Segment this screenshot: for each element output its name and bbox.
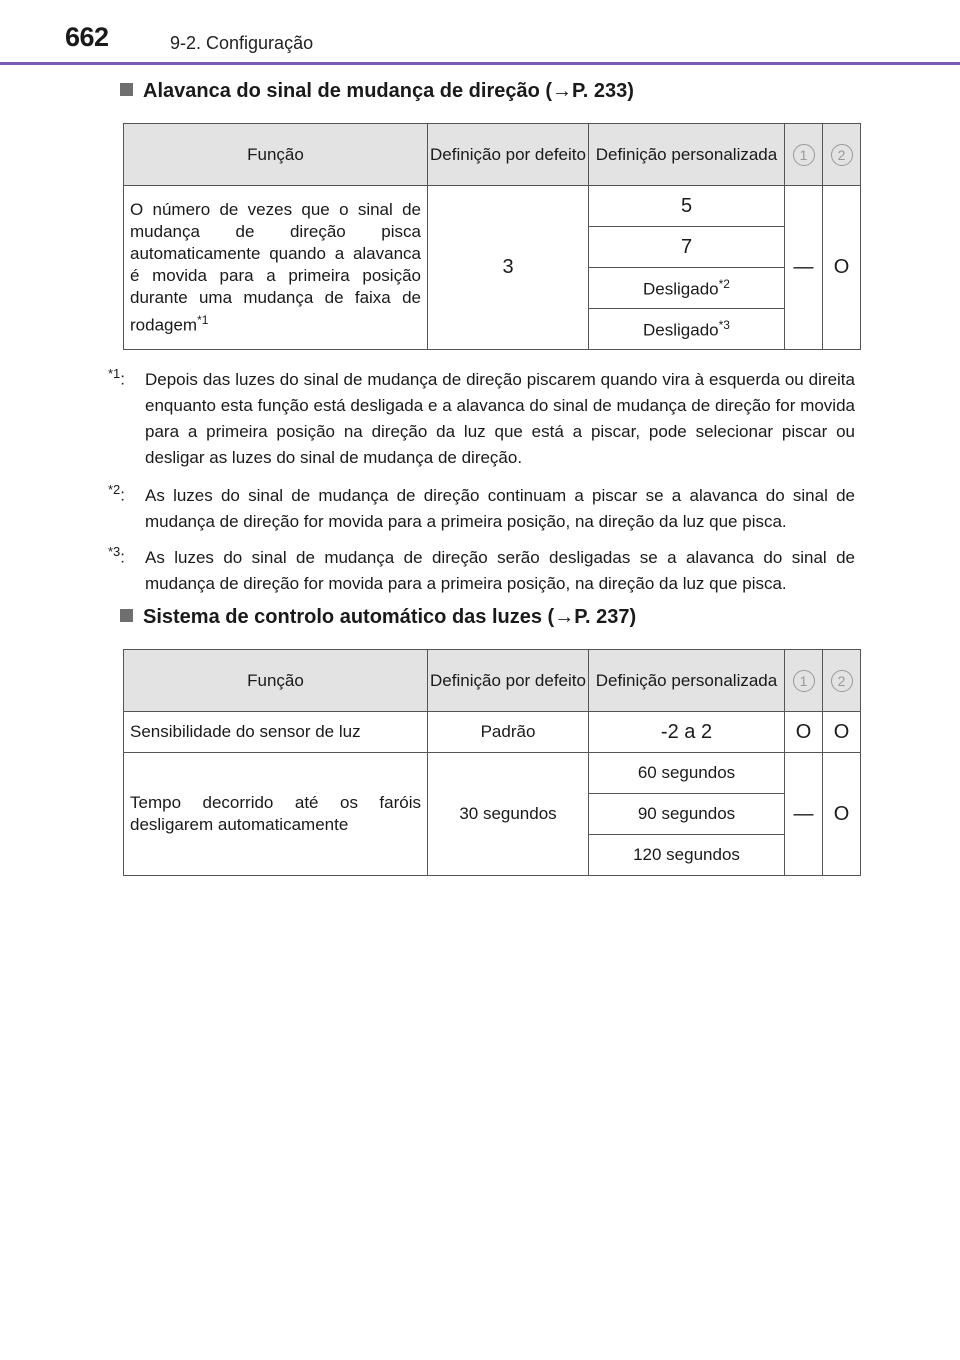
note-mark: $^{*2}$:: [108, 482, 126, 505]
section-title-text: Sistema de controlo automático das luzes (: [143, 606, 555, 628]
note-text: As luzes do sinal de mudança de direção serão desligadas se a alavanca do sinal de mudança de direção for movida para a primeira posição, na direção da luz que pisca.: [145, 548, 855, 593]
option-cell: 60 segundos: [589, 753, 785, 794]
note-mark: $^{*3}$:: [108, 544, 126, 567]
arrow-right-icon: →: [554, 606, 575, 628]
option-cell: 120 segundos: [589, 835, 785, 876]
circled-2-icon: 2: [831, 144, 853, 166]
circled-2-icon: 2: [831, 670, 853, 692]
header-col2: [823, 124, 861, 186]
option-text: Desligado: [643, 279, 719, 299]
table-header-row: [124, 650, 861, 712]
table-row: [124, 712, 861, 753]
header-rule: [0, 62, 960, 65]
default-cell: 3: [428, 186, 589, 350]
option-text: Desligado: [643, 320, 719, 340]
auto-light-settings-table: [123, 649, 861, 876]
function-cell: [124, 186, 428, 350]
col1-cell: —: [785, 753, 823, 876]
option-cell: 7: [589, 227, 785, 268]
section-title-auto-lights: [120, 606, 636, 629]
turn-signal-settings-table: [123, 123, 861, 350]
col2-cell: O: [823, 712, 861, 753]
header-col2: [823, 650, 861, 712]
table-row: [124, 753, 861, 794]
option-cell: 90 segundos: [589, 794, 785, 835]
note-mark: $^{*1}$:: [108, 366, 126, 389]
header-col1: [785, 650, 823, 712]
page-reference-link[interactable]: P. 233): [572, 80, 634, 102]
page-number: 662: [65, 22, 109, 52]
note-text: Depois das luzes do sinal de mudança de direção piscarem quando vira à esquerda ou direita enquanto esta função está desligada e a alavanca do sinal de mudança de direção for movida para a primeira posição na direção da luz que está a piscar, pode selecionar piscar ou desligar as luzes do sinal de mudança de direção.: [145, 370, 855, 467]
function-text: O número de vezes que o sinal de mudança de direção pisca automaticamente quando a alavanca é movida para a primeira posição durante uma mudança de faixa de rodagem: [130, 199, 421, 335]
col2-cell: O: [823, 186, 861, 350]
table-header-row: [124, 124, 861, 186]
note-mark-text: *2: [108, 482, 121, 497]
bullet-square-icon: [120, 609, 133, 622]
col1-cell: —: [785, 186, 823, 350]
page-reference-link[interactable]: P. 237): [574, 606, 637, 628]
col1-cell: O: [785, 712, 823, 753]
col2-cell: O: [823, 753, 861, 876]
option-cell: [589, 309, 785, 350]
circled-1-icon: 1: [793, 144, 815, 166]
chapter-title: 9-2. Configuração: [170, 33, 314, 53]
note-mark-text: *3: [108, 544, 121, 559]
table-row: [124, 186, 861, 227]
footnote-mark: *3: [718, 317, 730, 332]
header-default: Definição por defeito: [428, 650, 589, 712]
default-cell: Padrão: [428, 712, 589, 753]
arrow-right-icon: →: [552, 80, 573, 102]
header-default: Definição por defeito: [428, 124, 589, 186]
section-title-turn-signal: [120, 80, 634, 103]
header-custom: Definição personalizada: [589, 124, 785, 186]
bullet-square-icon: [120, 83, 133, 96]
note-mark-text: *1: [108, 366, 121, 381]
header-custom: Definição personalizada: [589, 650, 785, 712]
header-function: Função: [124, 124, 428, 186]
circled-1-icon: 1: [793, 670, 815, 692]
footnote-mark: *1: [197, 312, 209, 327]
header-function: Função: [124, 650, 428, 712]
function-cell: Tempo decorrido até os faróis desligarem automaticamente: [124, 753, 428, 876]
option-cell: [589, 268, 785, 309]
option-cell: -2 a 2: [589, 712, 785, 753]
page-header: [0, 0, 960, 68]
section-title-text: Alavanca do sinal de mudança de direção (: [143, 80, 553, 102]
default-cell: 30 segundos: [428, 753, 589, 876]
note-text: As luzes do sinal de mudança de direção continuam a piscar se a alavanca do sinal de mudança de direção for movida para a primeira posição, na direção da luz que pisca.: [145, 486, 855, 531]
footnote-mark: *2: [718, 276, 730, 291]
header-col1: [785, 124, 823, 186]
option-cell: 5: [589, 186, 785, 227]
function-cell: Sensibilidade do sensor de luz: [124, 712, 428, 753]
